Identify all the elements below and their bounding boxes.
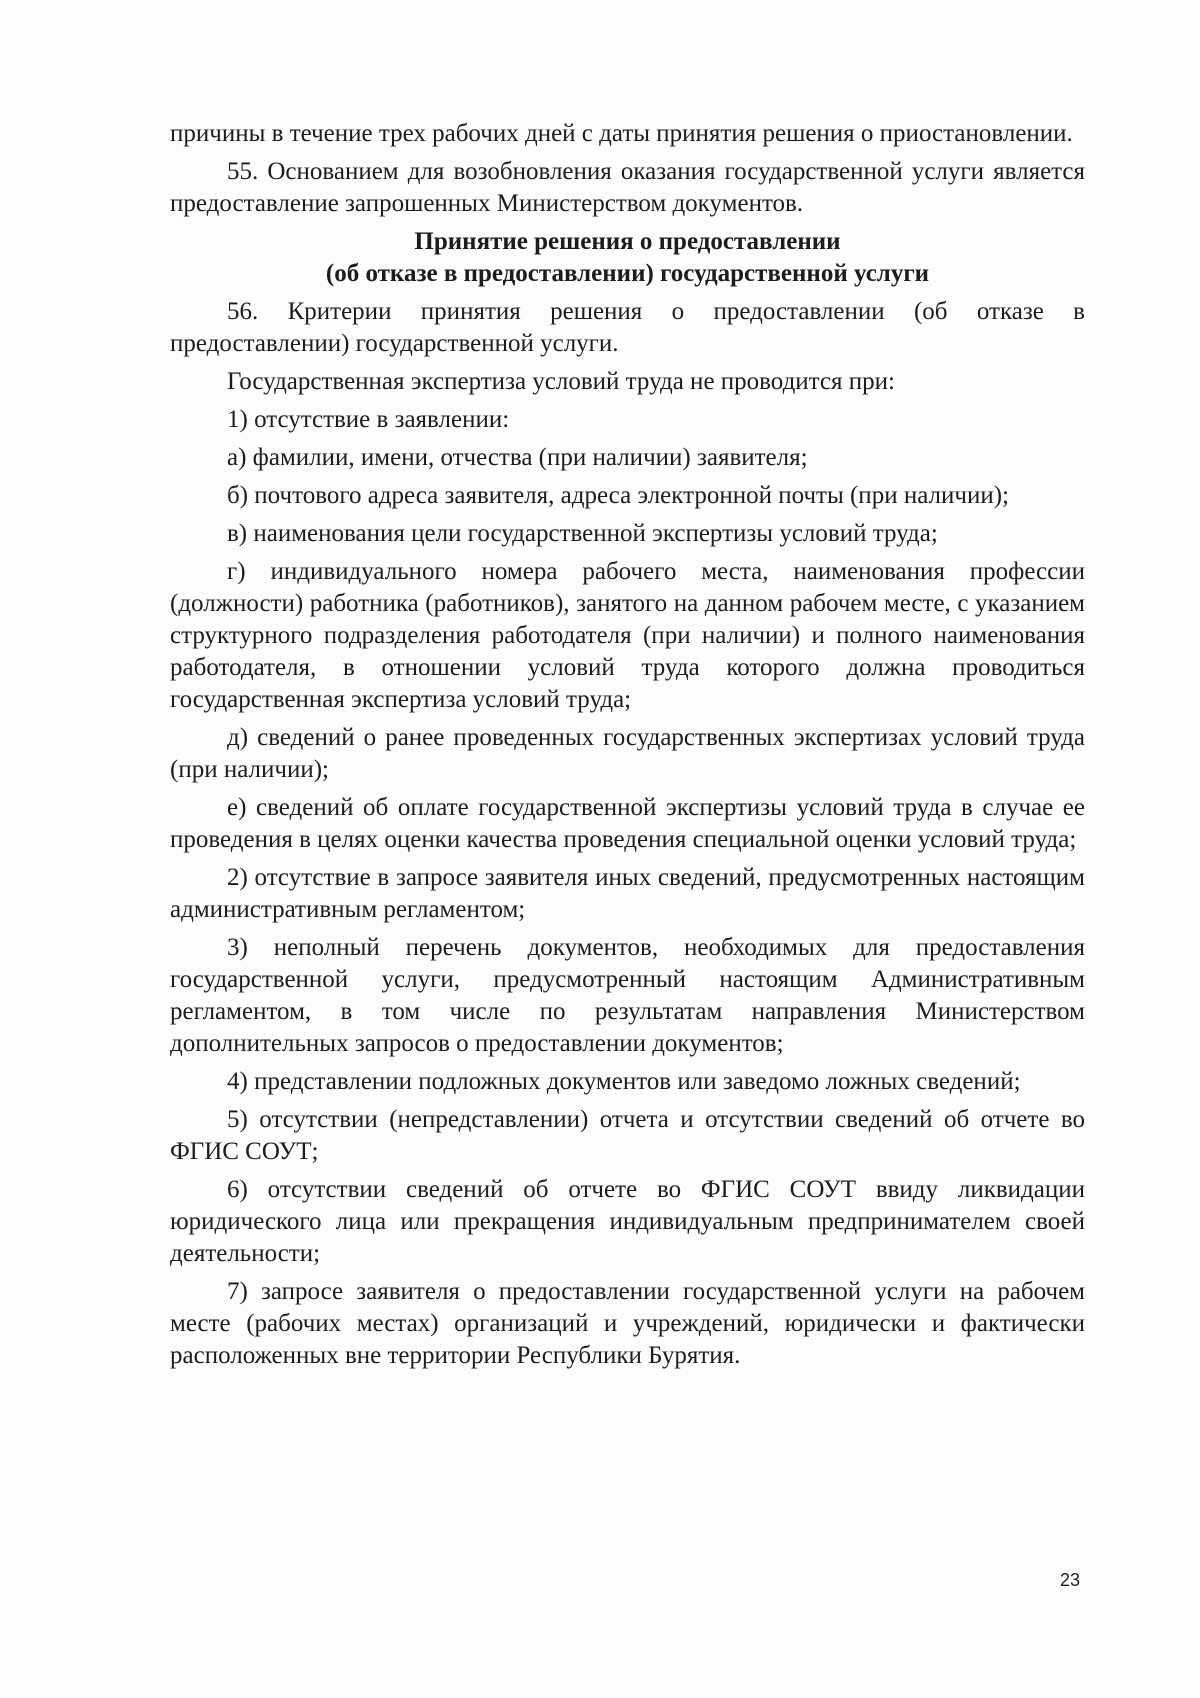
document-body — [170, 118, 1085, 1378]
list-item-1a: а) фамилии, имени, отчества (при наличии) заявителя; — [227, 444, 808, 471]
list-item-6: 6) отсутствии сведений об отчете во ФГИС СОУТ ввиду ликвидации юридического лица или прекращения индивидуальным предпринимателем своей деятельности; — [170, 1176, 1085, 1267]
list-item-4: 4) представлении подложных документов или заведомо ложных сведений; — [227, 1068, 1021, 1095]
paragraph-continuation: причины в течение трех рабочих дней с даты принятия решения о приостановлении. — [170, 120, 1073, 147]
paragraph-55: 55. Основанием для возобновления оказания государственной услуги является предоставление запрошенных Министерством документов. — [170, 158, 1085, 217]
page-number: 23 — [1059, 1570, 1080, 1590]
paragraph-56: 56. Критерии принятия решения о предоставлении (об отказе в предоставлении) государственной услуги. — [170, 298, 1085, 357]
list-item-3: 3) неполный перечень документов, необходимых для предоставления государственной услуги, предусмотренный настоящим Административным регламентом, в том числе по результатам направления Министерством дополнительных запросов о предоставлении документов; — [170, 934, 1085, 1057]
list-item-1d: д) сведений о ранее проведенных государственных экспертизах условий труда (при наличии); — [170, 724, 1085, 783]
list-item-1v: в) наименования цели государственной экспертизы условий труда; — [227, 520, 938, 547]
section-heading — [170, 226, 1085, 290]
list-item-1b: б) почтового адреса заявителя, адреса электронной почты (при наличии); — [227, 482, 1009, 509]
section-heading-line-1: Принятие решения о предоставлении — [414, 228, 841, 255]
list-item-7: 7) запросе заявителя о предоставлении государственной услуги на рабочем месте (рабочих местах) организаций и учреждений, юридически и фактически расположенных вне территории Республики Бурятия. — [170, 1278, 1085, 1369]
paragraph-intro: Государственная экспертиза условий труда не проводится при: — [227, 368, 895, 395]
list-item-1g: г) индивидуального номера рабочего места, наименования профессии (должности) работника (работников), занятого на данном рабочем месте, с указанием структурного подразделения работодателя (при наличии) и полного наименования работодателя, в отношении условий труда которого должна проводиться государственная экспертиза условий труда; — [170, 558, 1085, 713]
section-heading-line-2: (об отказе в предоставлении) государственной услуги — [325, 260, 930, 287]
list-item-1e: е) сведений об оплате государственной экспертизы условий труда в случае ее проведения в целях оценки качества проведения специальной оценки условий труда; — [170, 794, 1085, 853]
list-item-5: 5) отсутствии (непредставлении) отчета и отсутствии сведений об отчете во ФГИС СОУТ; — [170, 1106, 1085, 1165]
list-item-2: 2) отсутствие в запросе заявителя иных сведений, предусмотренных настоящим административным регламентом; — [170, 864, 1085, 923]
list-item-1: 1) отсутствие в заявлении: — [227, 406, 510, 433]
